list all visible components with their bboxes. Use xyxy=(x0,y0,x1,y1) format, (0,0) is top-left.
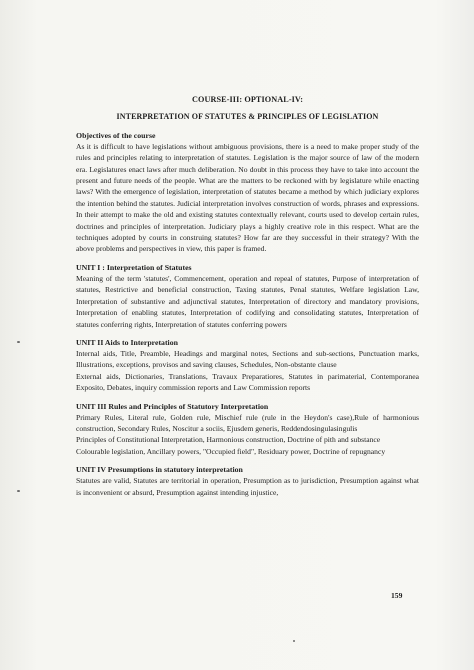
page-number: 159 xyxy=(391,591,403,600)
unit-3-constitutional: Principles of Constitutional Interpretation, Harmonious construction, Doctrine of pith and substance xyxy=(76,435,381,445)
unit-1-section xyxy=(76,263,419,330)
unit-1-text: Meaning of the term 'statutes', Commencement, operation and repeal of statutes, Purpose of interpretation of statutes, Restrictive and beneficial construction, Taxing statutes, Penal statutes, Welfare legislation Law, Interpretation of substantive and adjunctival statutes, Interpretation of directory and mandatory provisions, Interpretation of enabling statutes, Interpretation of codifying and consolidating statutes, Interpretation of statutes conferring rights, Interpretation of statutes conferring powers xyxy=(76,273,419,329)
unit-4-section xyxy=(76,465,419,498)
unit-2-heading: UNIT II Aids to Interpretation xyxy=(76,337,178,347)
unit-2-external-aids: External aids, Dictionaries, Translations, Travaux Preparatiores, Statutes in parimaterial, Contemporanea Exposito, Debates, inquiry commission reports and Law Commission reports xyxy=(76,371,419,393)
page-content xyxy=(76,94,419,498)
scan-speck xyxy=(17,341,20,343)
unit-4-heading: UNIT IV Presumptions in statutory interpretation xyxy=(76,465,243,475)
unit-2-section xyxy=(76,338,419,394)
objectives-heading: Objectives of the course xyxy=(76,130,156,140)
scan-speck xyxy=(293,640,295,642)
unit-2-internal-aids: Internal aids, Title, Preamble, Headings and marginal notes, Sections and sub-sections, Punctuation marks, Illustrations, exceptions, provisos and saving clauses, Schedules, Non-obstante clause xyxy=(76,348,419,370)
unit-3-section xyxy=(76,402,419,458)
unit-3-primary-rules: Primary Rules, Literal rule, Golden rule, Mischief rule (rule in the Heydon's case),Rule of harmonious construction, Secondary Rules, Noscitur a sociis, Ejusdem generis, Reddendosingulasingulis xyxy=(76,412,419,433)
objectives-section xyxy=(76,131,419,255)
unit-3-colourable: Colourable legislation, Ancillary powers, "Occupied field", Residuary power, Doctrine of repugnancy xyxy=(76,446,386,456)
objectives-text: As it is difficult to have legislations without ambiguous provisions, there is a need to make proper study of the rules and principles relating to interpretation of statutes. Legislation is the major source of law of the modern era. Legislatures enact laws after much deliberation. No doubt in this process they have to take into account the present and future needs of the people. What are the matters to be reckoned with by legislature while enacting laws? With the emergence of legislation, interpretation of statutes became a method by which judiciary explores the intention behind the statutes. Judicial interpretation involves construction of words, phrases and expressions. In their attempt to make the old and existing statutes contextually relevant, courts used to develop certain rules, doctrines and principles of interpretation. Judiciary plays a highly creative role in this respect. What are the techniques adopted by courts in construing statutes? How far are they successful in their strategy? With the above problems and perspectives in view, this paper is framed. xyxy=(76,141,419,254)
unit-3-heading: UNIT III Rules and Principles of Statutory Interpretation xyxy=(76,401,269,411)
subject-title: INTERPRETATION OF STATUTES & PRINCIPLES OF LEGISLATION xyxy=(116,112,379,122)
unit-1-heading: UNIT I : Interpretation of Statutes xyxy=(76,262,192,272)
unit-4-text: Statutes are valid, Statutes are territorial in operation, Presumption as to jurisdiction, Presumption against what is inconvenient or absurd, Presumption against intending injustice, xyxy=(76,476,419,497)
course-title: COURSE-III: OPTIONAL-IV: xyxy=(191,95,304,104)
scan-speck xyxy=(17,490,20,492)
